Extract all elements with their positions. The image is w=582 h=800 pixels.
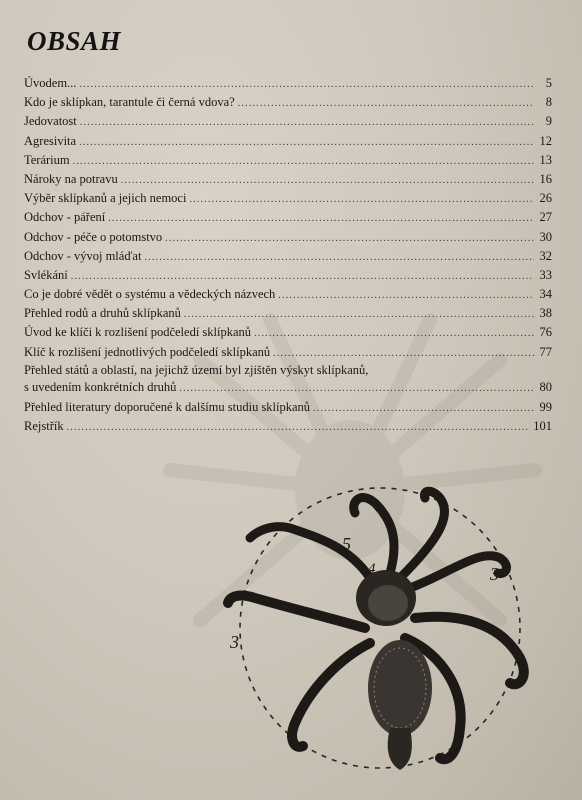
toc-entry-title: Co je dobré vědět o systému a vědeckých názvech (24, 287, 276, 302)
toc-leader-dots (80, 113, 534, 132)
toc-entry (24, 112, 552, 131)
toc-entry (24, 343, 552, 362)
toc-entry-title: Jedovatost (24, 114, 77, 129)
toc-entry (24, 170, 552, 189)
toc-entry (24, 417, 552, 436)
toc-entry (24, 304, 552, 323)
toc-entry-page: 76 (539, 325, 552, 340)
toc-entry (24, 189, 552, 208)
toc-leader-dots (144, 248, 534, 267)
toc-entry (24, 398, 552, 417)
toc-leader-dots (254, 324, 534, 343)
toc-entry-page: 32 (539, 248, 552, 263)
toc-entry-title: Kdo je sklípkan, tarantule či černá vdova? (24, 95, 235, 110)
toc-entry (24, 266, 552, 285)
illustration-label: 5 (342, 534, 351, 554)
toc-entry-title: Rejstřík (24, 419, 64, 433)
toc-entry-title: Nároky na potravu (24, 171, 118, 186)
toc-entry-title: Přehled literatury doporučené k dalšímu studiu sklípkanů (24, 399, 311, 414)
toc-entry-title: Přehled rodů a druhů sklípkanů (24, 306, 181, 321)
toc-entry-page: 33 (539, 267, 552, 282)
toc-entry (24, 93, 552, 112)
spider-body (356, 570, 432, 770)
toc-leader-dots (278, 286, 534, 305)
toc-leader-dots (67, 418, 530, 437)
toc-entry-page: 99 (539, 399, 552, 414)
toc-entry (24, 132, 552, 151)
toc-entry-page: 101 (533, 419, 552, 433)
toc-entry-title: Úvod ke klíči k rozlišení podčeledí sklípkanů (24, 325, 252, 340)
toc-leader-dots (238, 94, 534, 113)
toc-entry (24, 228, 552, 247)
toc-entry (24, 208, 552, 227)
illustration-label: 4 (368, 561, 376, 577)
toc-entry-page: 27 (539, 210, 552, 225)
illustration-label: 3 (490, 564, 499, 584)
toc-entry (24, 74, 552, 93)
toc-leader-dots (121, 171, 534, 190)
toc-entry-page: 16 (539, 171, 552, 186)
toc-leader-dots (273, 344, 534, 363)
toc-leader-dots (79, 75, 534, 94)
toc-leader-dots (165, 229, 534, 248)
toc-entry-page: 80 (539, 379, 552, 394)
toc-entry-title: Agresivita (24, 133, 77, 148)
toc-leader-dots (108, 209, 534, 228)
toc-entry-page: 5 (545, 76, 552, 90)
toc-entry (24, 247, 552, 266)
page-title: OBSAH (27, 26, 122, 56)
spider-illustration (200, 478, 560, 798)
toc-entry-page: 12 (539, 133, 552, 148)
toc-leader-dots (189, 190, 534, 209)
toc-entry-page: 38 (539, 306, 552, 321)
toc-entry-page: 8 (545, 95, 552, 110)
toc-entry (24, 285, 552, 304)
toc-leader-dots (79, 133, 534, 152)
toc-entry-title: Odchov - péče o potomstvo (24, 229, 163, 244)
toc-leader-dots (73, 152, 534, 171)
toc-entry-title: Odchov - vývoj mláďat (24, 248, 142, 263)
toc-entry-title: Svlékání (24, 267, 68, 282)
toc-leader-dots (71, 267, 534, 286)
toc-entry-page: 26 (539, 191, 552, 206)
toc-entry (24, 323, 552, 342)
toc-entry-title: Úvodem... (24, 76, 77, 90)
toc-entry-title-line1: Přehled států a oblastí, na jejichž území byl zjištěn výskyt sklípkanů, (24, 362, 369, 377)
toc-leader-dots (184, 305, 534, 324)
toc-entry-title: Výběr sklípkanů a jejich nemoci (24, 191, 187, 206)
toc-entry-page: 34 (539, 287, 552, 302)
toc-leader-dots (313, 399, 534, 418)
toc-entry-page: 77 (539, 344, 552, 359)
toc-entry-title-line2: s uvedením konkrétních druhů (24, 379, 177, 394)
toc-entry-title: Terárium (24, 152, 70, 167)
toc-entry-title: Odchov - páření (24, 210, 106, 225)
table-of-contents (24, 74, 552, 436)
illustration-label: 3 (230, 632, 239, 652)
toc-entry (24, 151, 552, 170)
toc-entry (24, 362, 552, 398)
toc-entry-page: 30 (539, 229, 552, 244)
toc-entry-title: Klíč k rozlišení jednotlivých podčeledí sklípkanů (24, 344, 271, 359)
toc-entry-page: 9 (545, 114, 552, 129)
toc-leader-dots (179, 380, 534, 397)
toc-entry-page: 13 (539, 152, 552, 167)
